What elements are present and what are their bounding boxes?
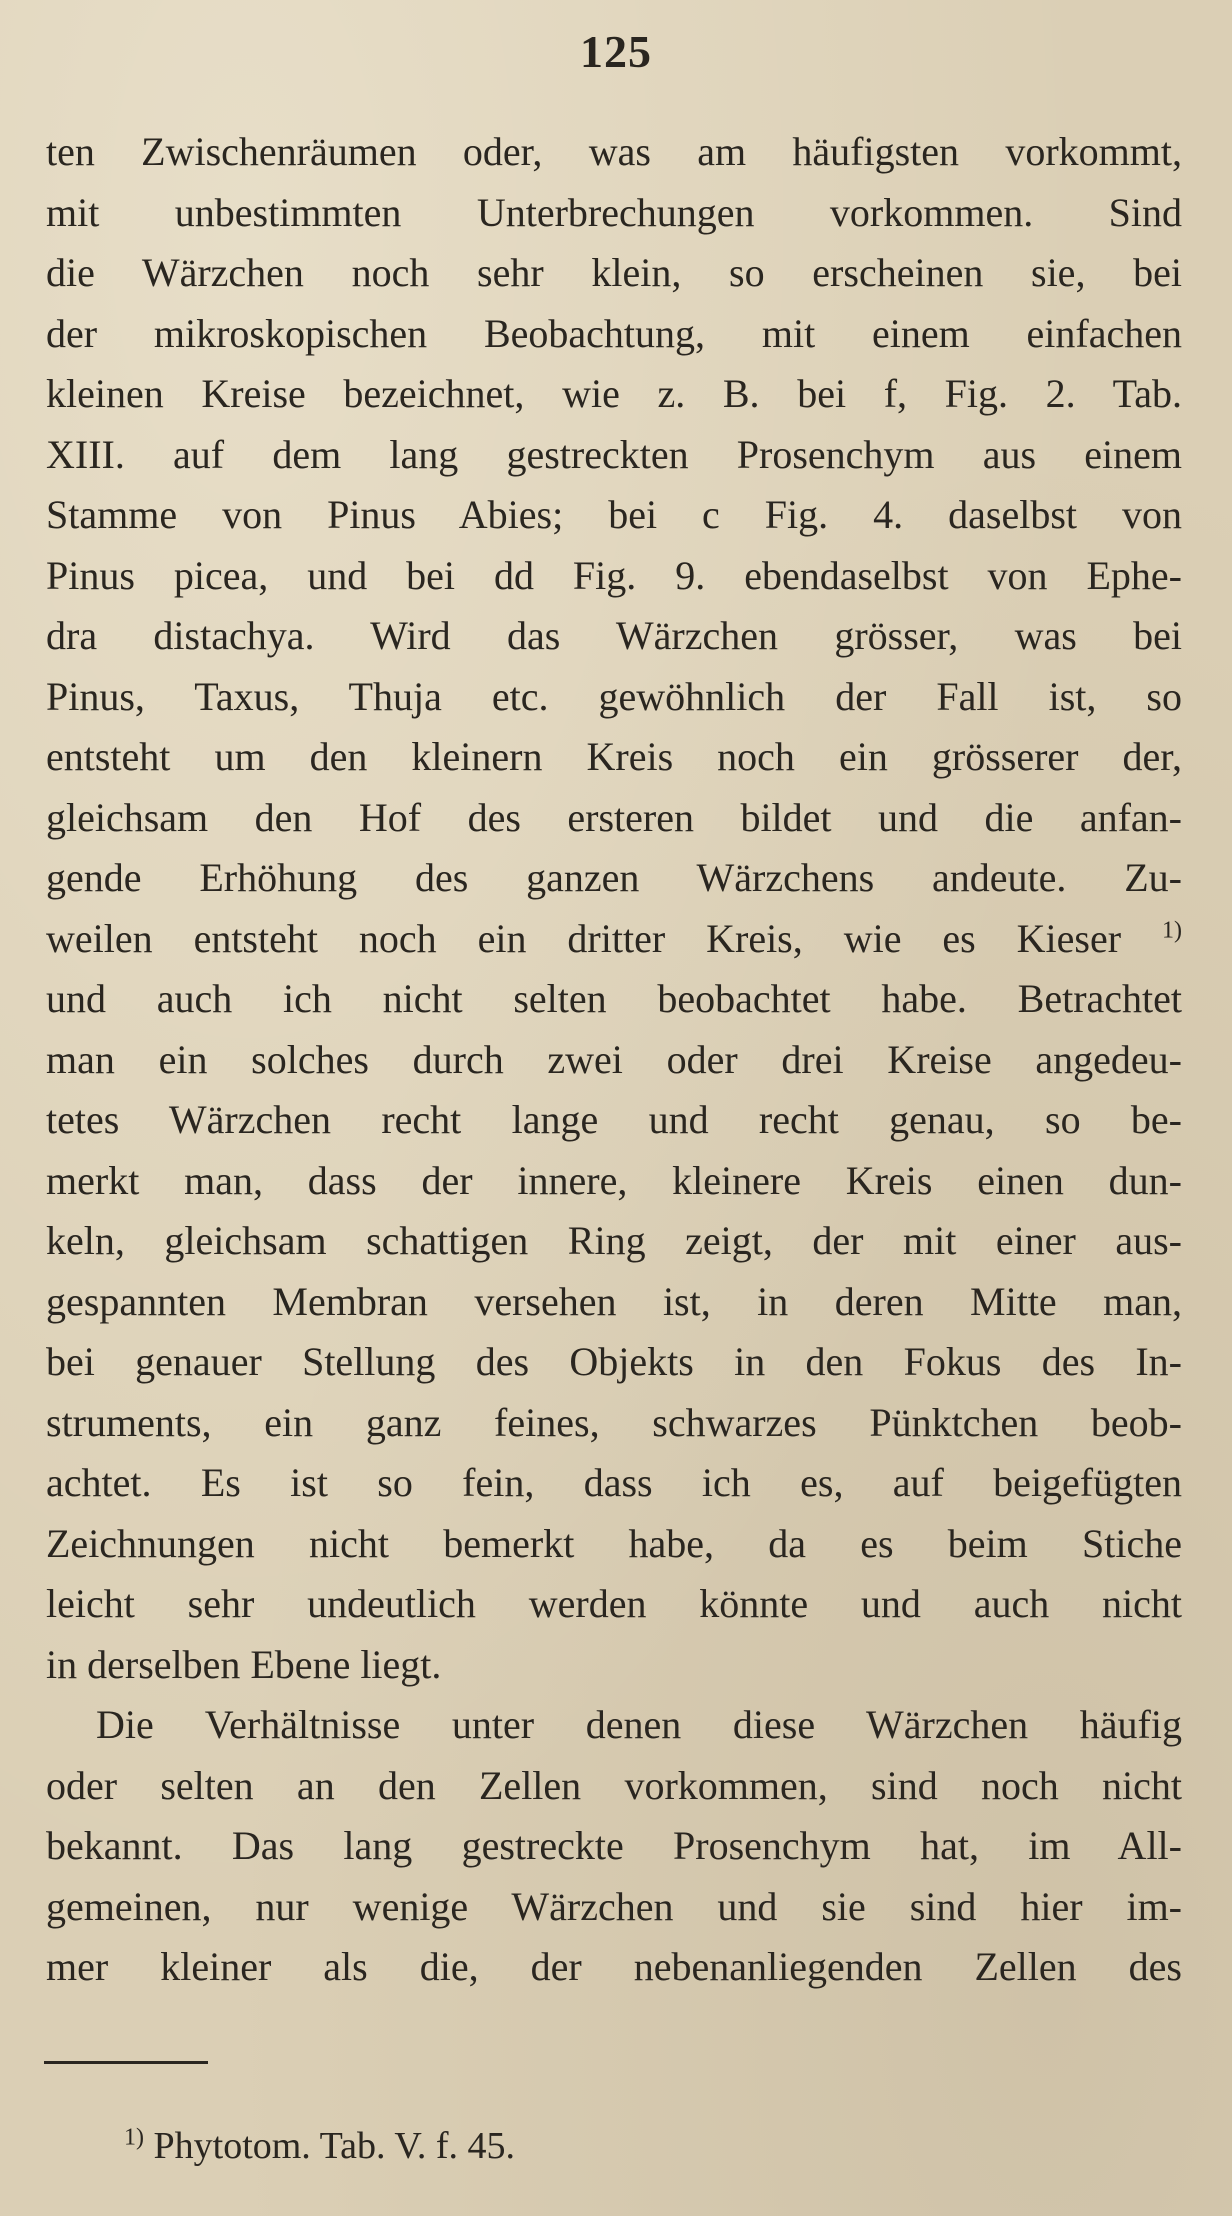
text-line: mit unbestimmten Unterbrechungen vorkommen. Sind [46, 189, 1182, 235]
text-line: tetes Wärzchen recht lange und recht genau, so be- [46, 1097, 1182, 1142]
text-line: Stamme von Pinus Abies; bei c Fig. 4. daselbst von [46, 492, 1182, 537]
text-line: Pinus picea, und bei dd Fig. 9. ebendaselbst von Ephe- [46, 552, 1182, 598]
text-line: XIII. auf dem lang gestreckten Prosenchym aus einem [46, 431, 1182, 477]
text-line: gemeinen, nur wenige Wärzchen und sie sind hier im- [46, 1883, 1182, 1929]
text-line: der mikroskopischen Beobachtung, mit einem einfachen [46, 310, 1182, 356]
text-line: bei genauer Stellung des Objekts in den Fokus des In- [46, 1339, 1182, 1384]
text-line: struments, ein ganz feines, schwarzes Pünktchen beob- [46, 1399, 1182, 1445]
text-line: gespannten Membran versehen ist, in deren Mitte man, [46, 1278, 1182, 1324]
text-line: merkt man, dass der innere, kleinere Kreis einen dun- [46, 1157, 1182, 1203]
text-line: mer kleiner als die, der nebenanliegenden Zellen des [46, 1944, 1182, 1989]
text-line: bekannt. Das lang gestreckte Prosenchym hat, im All- [46, 1823, 1182, 1868]
text-line: entsteht um den kleinern Kreis noch ein grösserer der, [46, 734, 1182, 779]
footnote-reference: 1) [1162, 917, 1183, 944]
text-line: gleichsam den Hof des ersteren bildet und die anfan- [46, 794, 1182, 840]
page-number: 125 [580, 26, 652, 77]
text-line: oder selten an den Zellen vorkommen, sind noch nicht [46, 1762, 1182, 1808]
text-line: ten Zwischenräumen oder, was am häufigsten vorkommt, [46, 129, 1182, 174]
text-line: gende Erhöhung des ganzen Wärzchens andeute. Zu- [46, 855, 1182, 900]
text-line: Pinus, Taxus, Thuja etc. gewöhnlich der Fall ist, so [46, 673, 1182, 719]
text-line-content: weilen entsteht noch ein dritter Kreis, wie es Kieser [46, 915, 1122, 961]
footnote-divider [44, 2061, 208, 2064]
footnote-text: Phytotom. Tab. V. f. 45. [153, 2125, 516, 2167]
text-line: in derselben Ebene liegt. [46, 1641, 442, 1687]
footnote [124, 2118, 515, 2174]
body-text [46, 122, 1182, 1998]
footnote-marker: 1) [124, 2124, 144, 2151]
text-line: keln, gleichsam schattigen Ring zeigt, der mit einer aus- [46, 1218, 1182, 1263]
paragraph-start-line: Die Verhältnisse unter denen diese Wärzchen häufig [96, 1702, 1182, 1747]
text-line-with-footnote-ref [46, 909, 1182, 970]
text-line: man ein solches durch zwei oder drei Kreise angedeu- [46, 1036, 1182, 1082]
text-line: kleinen Kreise bezeichnet, wie z. B. bei f, Fig. 2. Tab. [46, 371, 1182, 416]
text-line: Zeichnungen nicht bemerkt habe, da es beim Stiche [46, 1520, 1182, 1566]
text-line: achtet. Es ist so fein, dass ich es, auf beigefügten [46, 1460, 1182, 1505]
text-line: die Wärzchen noch sehr klein, so erscheinen sie, bei [46, 250, 1182, 295]
text-line: und auch ich nicht selten beobachtet habe. Betrachtet [46, 976, 1182, 1021]
text-line: dra distachya. Wird das Wärzchen grösser, was bei [46, 613, 1182, 658]
text-line: leicht sehr undeutlich werden könnte und auch nicht [46, 1581, 1182, 1626]
